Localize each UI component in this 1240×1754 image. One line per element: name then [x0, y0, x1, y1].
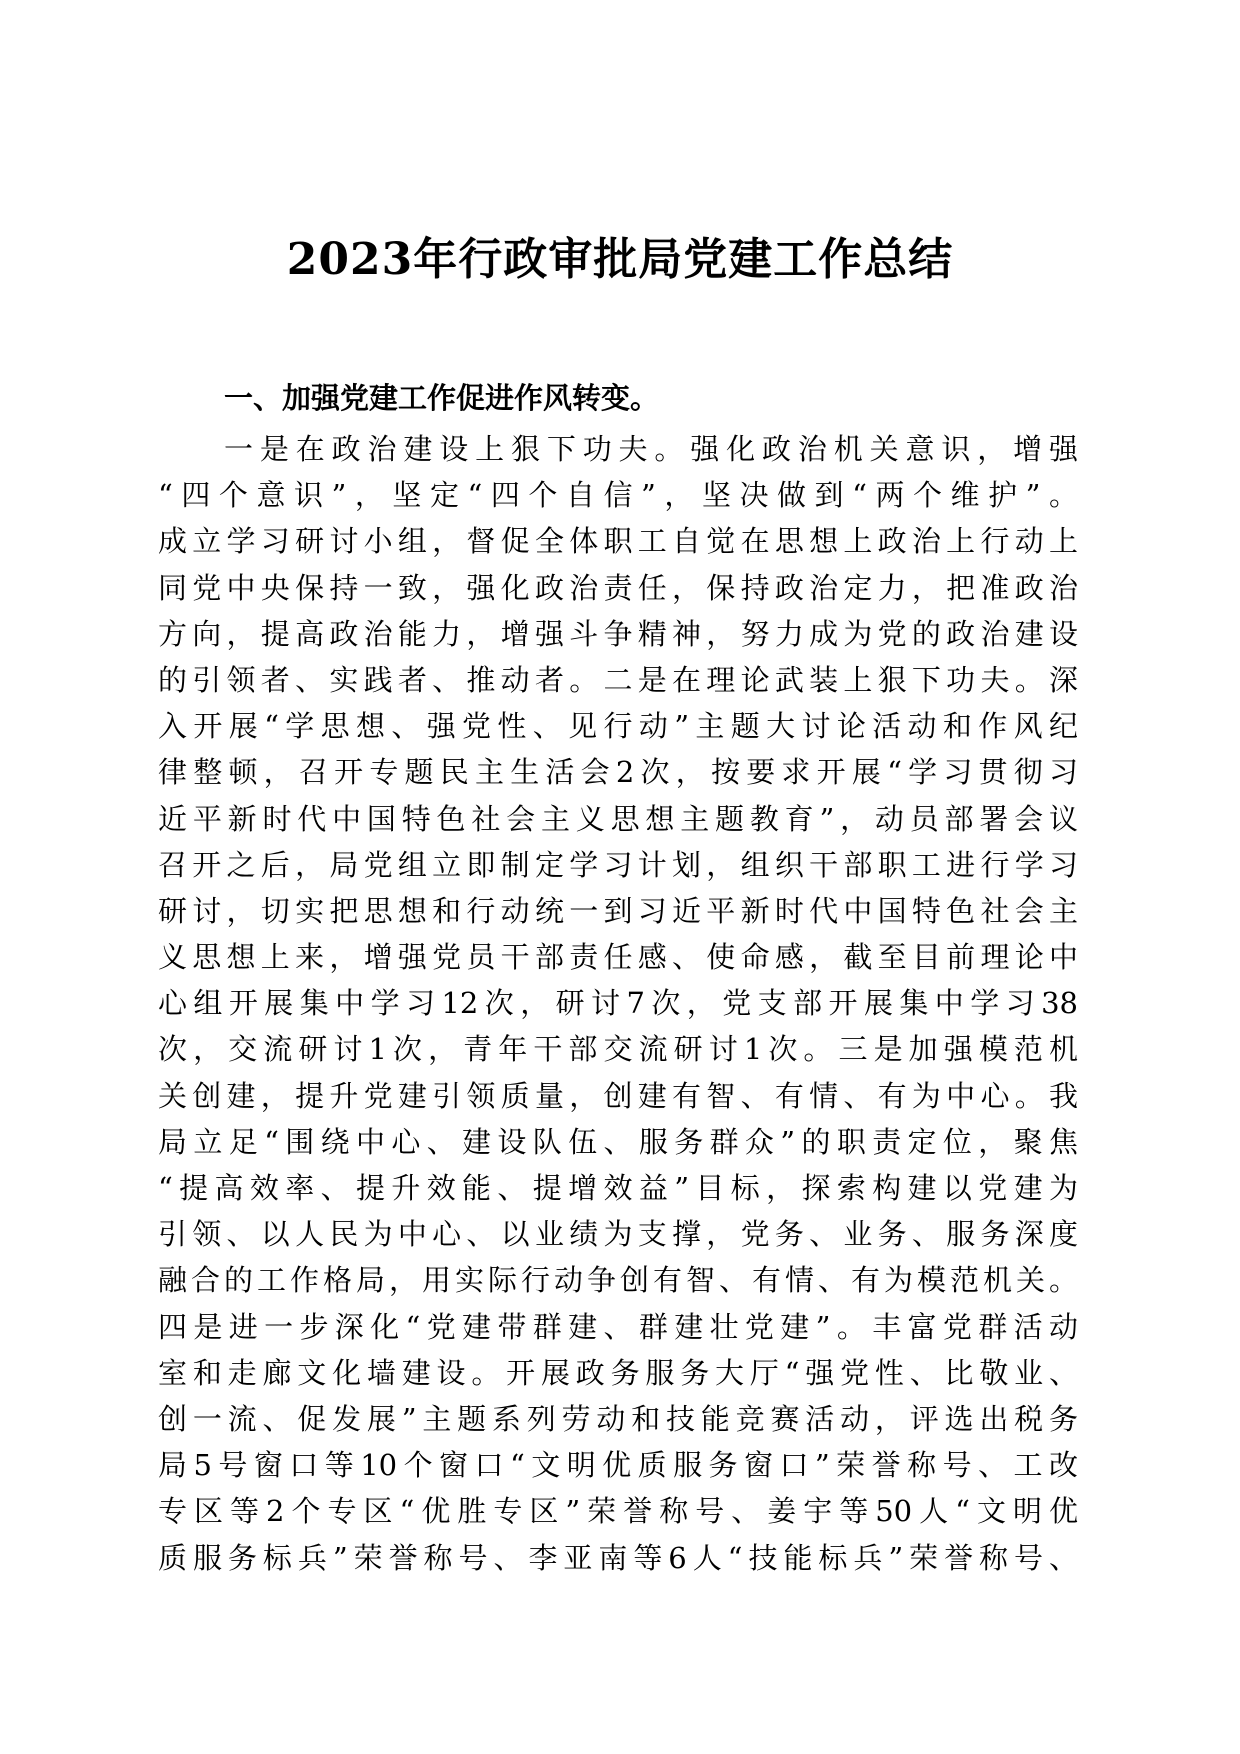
paragraph-line: 专区等2个专区“优胜专区”荣誉称号、姜宇等50人“文明优	[158, 1494, 1078, 1529]
paragraph-line: 入开展“学思想、强党性、见行动”主题大讨论活动和作风纪	[158, 709, 1078, 744]
paragraph-line: 四是进一步深化“党建带群建、群建壮党建”。丰富党群活动	[158, 1309, 1078, 1344]
paragraph-line: 引领、以人民为中心、以业绩为支撑，党务、业务、服务深度	[158, 1217, 1078, 1252]
paragraph-line: 律整顿，召开专题民主生活会2次，按要求开展“学习贯彻习	[158, 755, 1078, 790]
paragraph-line: 一是在政治建设上狠下功夫。强化政治机关意识，增强	[224, 432, 1078, 466]
paragraph-line: 质服务标兵”荣誉称号、李亚南等6人“技能标兵”荣誉称号、	[158, 1540, 1078, 1575]
section-heading: 一、加强党建工作促进作风转变。	[224, 381, 660, 415]
paragraph-line: “四个意识”，坚定“四个自信”，坚决做到“两个维护”。	[158, 478, 1078, 513]
paragraph-line: 同党中央保持一致，强化政治责任，保持政治定力，把准政治	[158, 570, 1078, 605]
paragraph-line: 方向，提高政治能力，增强斗争精神，努力成为党的政治建设	[158, 616, 1078, 651]
document-title: 2023年行政审批局党建工作总结	[286, 234, 954, 285]
paragraph-line: 近平新时代中国特色社会主义思想主题教育”，动员部署会议	[158, 801, 1078, 836]
paragraph-line: 义思想上来，增强党员干部责任感、使命感，截至目前理论中	[158, 940, 1078, 975]
paragraph-line: 关创建，提升党建引领质量，创建有智、有情、有为中心。我	[158, 1078, 1078, 1113]
paragraph-line: 研讨，切实把思想和行动统一到习近平新时代中国特色社会主	[158, 893, 1078, 928]
paragraph-line: 心组开展集中学习12次，研讨7次，党支部开展集中学习38	[158, 986, 1078, 1021]
paragraph-line: 室和走廊文化墙建设。开展政务服务大厅“强党性、比敬业、	[158, 1355, 1078, 1390]
paragraph-line: 成立学习研讨小组，督促全体职工自觉在思想上政治上行动上	[158, 524, 1078, 559]
paragraph-line: 创一流、促发展”主题系列劳动和技能竞赛活动，评选出税务	[158, 1401, 1078, 1436]
paragraph-line: 的引领者、实践者、推动者。二是在理论武装上狠下功夫。深	[158, 662, 1078, 697]
body-paragraph	[158, 426, 1078, 1581]
paragraph-line: “提高效率、提升效能、提增效益”目标，探索构建以党建为	[158, 1171, 1078, 1205]
paragraph-line: 次，交流研讨1次，青年干部交流研讨1次。三是加强模范机	[158, 1032, 1078, 1067]
paragraph-line: 召开之后，局党组立即制定学习计划，组织干部职工进行学习	[158, 847, 1078, 882]
paragraph-line: 局立足“围绕中心、建设队伍、服务群众”的职责定位，聚焦	[158, 1124, 1078, 1159]
paragraph-line: 局5号窗口等10个窗口“文明优质服务窗口”荣誉称号、工改	[158, 1448, 1078, 1483]
paragraph-line: 融合的工作格局，用实际行动争创有智、有情、有为模范机关。	[158, 1263, 1078, 1298]
